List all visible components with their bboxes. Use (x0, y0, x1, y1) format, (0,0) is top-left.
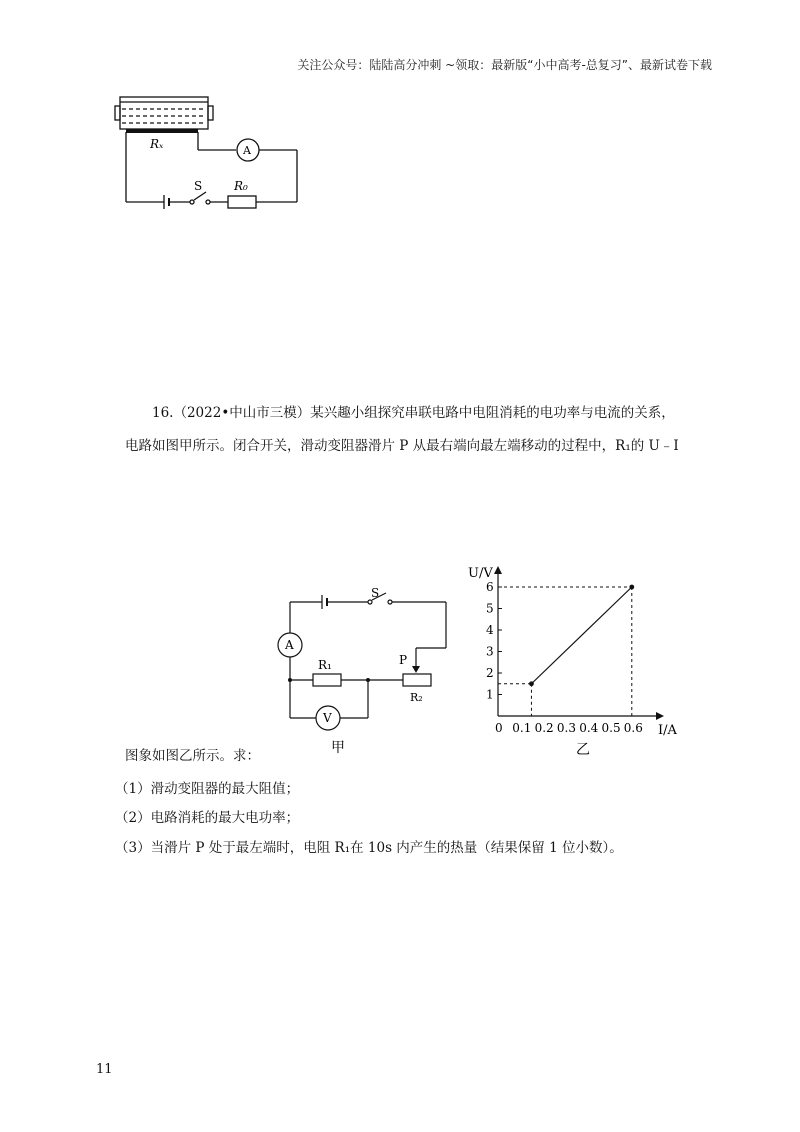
x-tick-label: 0.3 (556, 721, 576, 735)
y-axis-label: U/V (468, 566, 493, 581)
x-tick-label: 0.4 (579, 721, 599, 735)
circuit-figure-jia (268, 580, 458, 760)
caption-yi: 乙 (576, 742, 590, 758)
data-point (529, 681, 534, 686)
x-tick-label: 0.6 (623, 721, 643, 735)
y-tick-label: 2 (486, 666, 494, 680)
r2-label: R₂ (410, 691, 423, 704)
switch-label: S (194, 179, 203, 193)
y-tick-label: 4 (486, 623, 494, 637)
question-line-1: 16.（2022•中山市三模）某兴趣小组探究串联电路中电阻消耗的电功率与电流的关系， (152, 405, 675, 421)
question-line-3: 图象如图乙所示。求： (125, 748, 260, 764)
x-tick-label: 0.1 (512, 721, 532, 735)
y-tick-label: 1 (486, 687, 494, 702)
caption-jia: 甲 (331, 740, 345, 756)
question-line-2: 电路如图甲所示。闭合开关，滑动变阻器滑片 P 从最右端向最左端移动的过程中，R₁的 U﹣I (125, 438, 679, 454)
rx-label: Rₓ (150, 137, 164, 151)
page-number: 11 (96, 1062, 113, 1077)
y-tick-label: 5 (486, 601, 494, 616)
ammeter-label: A (243, 144, 251, 157)
rx-circuit-figure (110, 92, 310, 212)
y-tick-label: 6 (486, 580, 494, 594)
page-header: 关注公众号：陆陆高分冲刺 ~领取：最新版“小中高考-总复习”、最新试卷下载 (297, 58, 712, 72)
sub-question-1: （1）滑动变阻器的最大阻值； (115, 781, 300, 797)
data-point (629, 585, 634, 590)
y-tick-label: 3 (486, 644, 494, 659)
sub-question-2: （2）电路消耗的最大电功率； (115, 810, 300, 826)
slider-p-label: P (399, 653, 408, 667)
r1-label: R₁ (318, 658, 332, 672)
x-tick-label: 0.5 (601, 721, 621, 735)
r0-label: R₀ (234, 179, 248, 193)
x-tick-label: 0.2 (534, 721, 554, 735)
voltmeter-v-label: V (323, 711, 332, 725)
x-tick-label: 0 (495, 721, 503, 735)
switch-s-label: S (371, 586, 380, 600)
sub-question-3: （3）当滑片 P 处于最左端时，电阻 R₁在 10s 内产生的热量（结果保留 1 位小数）。 (115, 840, 623, 856)
ui-chart-yi (458, 562, 698, 762)
series-line (531, 587, 631, 684)
x-axis-label: I/A (658, 723, 677, 738)
ammeter-a-label: A (285, 638, 294, 652)
